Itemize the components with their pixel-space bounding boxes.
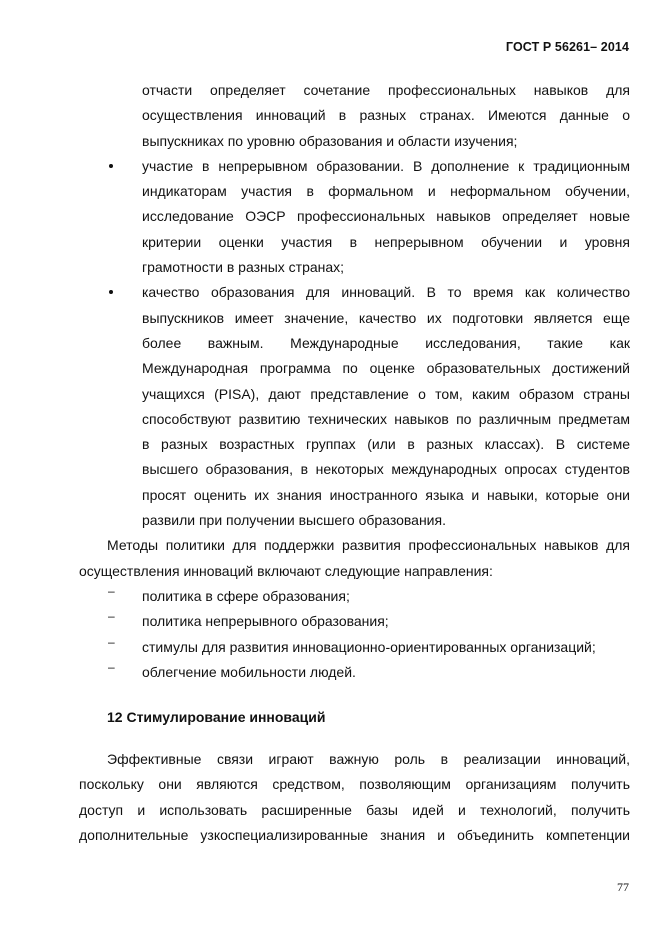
- document-code-header: ГОСТ Р 56261– 2014: [505, 40, 629, 54]
- dash-item-text: стимулы для развития инновационно-ориентированных организаций;: [142, 638, 596, 655]
- dash-marker: –: [108, 659, 115, 674]
- continuation-paragraph: [79, 78, 630, 154]
- section-paragraph: [79, 747, 630, 848]
- text-line: осуществления инноваций в разных странах. Имеются данные о: [142, 107, 630, 124]
- dash-item: [79, 584, 630, 609]
- text-line: осуществления инноваций включают следующие направления:: [79, 562, 493, 579]
- text-line: высшего образования, в некоторых международных опросах студентов: [142, 461, 630, 478]
- text-line: в разных возрастных группах (или в разных классах). В системе: [142, 436, 630, 453]
- methods-paragraph: [79, 533, 630, 584]
- text-line: поскольку они являются средством, позволяющим организациям получить: [79, 776, 630, 793]
- text-line: доступ и использовать расширенные базы идей и технологий, получить: [79, 801, 630, 818]
- bullet-item-lifelong-learning: [79, 154, 630, 280]
- bullet-item-education-quality: [79, 280, 630, 533]
- dash-item: [79, 635, 630, 660]
- dash-item: [79, 660, 630, 685]
- text-line: более важным. Международные исследования, такие как: [142, 334, 630, 351]
- page-number: 77: [617, 880, 629, 894]
- dash-marker: –: [108, 609, 115, 624]
- text-line: дополнительные узкоспециализированные знания и объединить компетенции: [79, 827, 630, 844]
- text-line: участие в непрерывном образовании. В дополнение к традиционным: [142, 157, 630, 174]
- text-line: просят оценить их знания иностранного языка и навыки, которые они: [142, 486, 630, 503]
- dash-marker: –: [108, 634, 115, 649]
- text-line: Эффективные связи играют важную роль в реализации инноваций,: [107, 751, 630, 768]
- text-line: Международная программа по оценке образовательных достижений: [142, 360, 630, 377]
- section-title: Стимулирование инноваций: [126, 709, 326, 726]
- text-line: выпускников имеет значение, качество их подготовки является еще: [142, 309, 630, 326]
- page-content: [79, 78, 630, 848]
- section-number: 12: [107, 709, 123, 726]
- dash-item: [79, 609, 630, 634]
- text-line: исследование ОЭСР профессиональных навыков определяет новые: [142, 208, 630, 225]
- dash-item-text: политика в сфере образования;: [142, 587, 350, 604]
- bullet-icon: [109, 164, 113, 168]
- text-line: способствуют развитию технических навыков по различным предметам: [142, 410, 630, 427]
- text-line: качество образования для инноваций. В то время как количество: [142, 284, 630, 301]
- text-line: учащихся (PISA), дают представление о том, каким образом страны: [142, 385, 630, 402]
- text-line: Методы политики для поддержки развития профессиональных навыков для: [107, 537, 630, 554]
- dash-item-text: облегчение мобильности людей.: [142, 663, 356, 680]
- section-heading: [79, 707, 630, 727]
- dash-item-text: политика непрерывного образования;: [142, 613, 389, 630]
- dash-marker: –: [108, 583, 115, 598]
- text-line: выпускниках по уровню образования и области изучения;: [142, 132, 518, 149]
- text-line: отчасти определяет сочетание профессиональных навыков для: [142, 82, 630, 98]
- text-line: индикаторам участия в формальном и неформальном обучении,: [142, 183, 630, 200]
- text-line: грамотности в разных странах;: [142, 259, 345, 276]
- text-line: развили при получении высшего образования.: [142, 512, 446, 529]
- text-line: критерии оценки участия в непрерывном обучении и уровня: [142, 233, 630, 250]
